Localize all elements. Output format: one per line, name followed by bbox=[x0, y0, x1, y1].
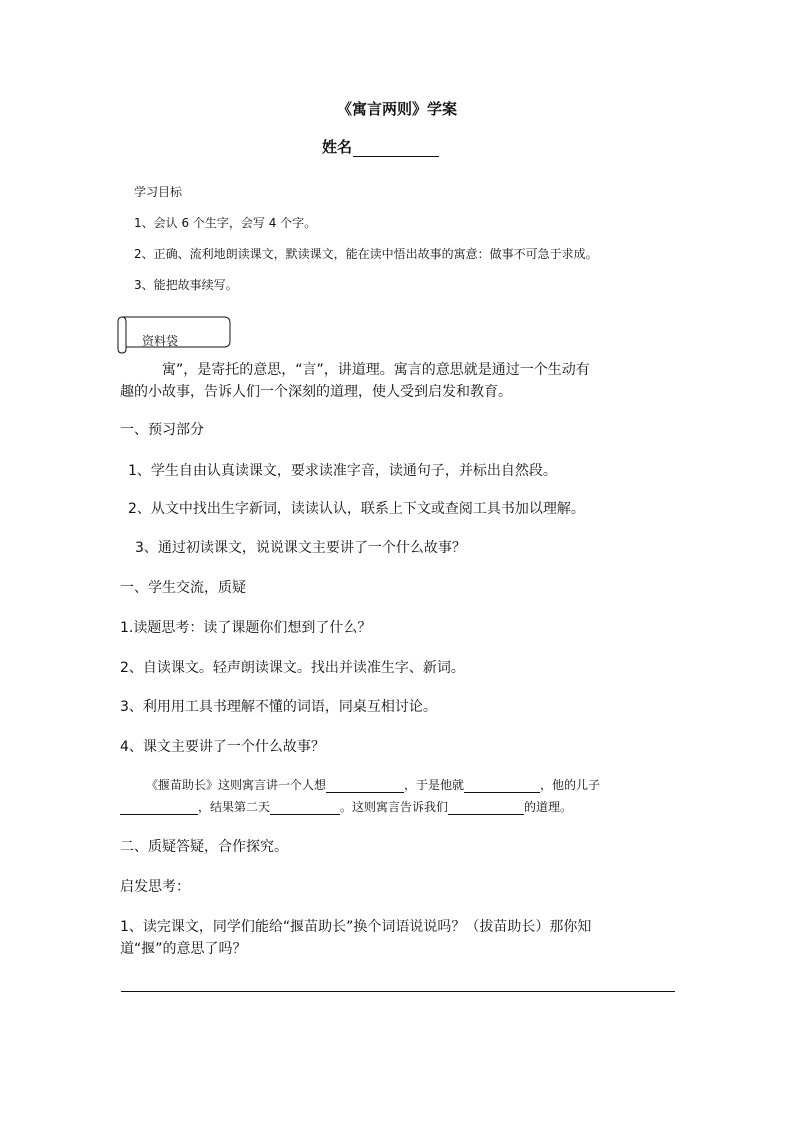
exchange-heading: 一、学生交流，质疑 bbox=[120, 580, 246, 596]
objective-item: 3、能把故事续写。 bbox=[134, 278, 238, 292]
fill-text: 的道理。 bbox=[524, 800, 573, 814]
fill-blank[interactable] bbox=[464, 778, 540, 793]
name-field[interactable] bbox=[322, 136, 439, 157]
resource-text-line: 寓”，是寄托的意思，“言”，讲道理。寓言的意思就是通过一个生动有 bbox=[162, 362, 590, 378]
fill-text: ，于是他就 bbox=[404, 778, 465, 792]
inquiry-question-line: 1、读完课文，同学们能给“揠苗助长”换个词语说说吗？（拔苗助长）那你知 bbox=[120, 919, 592, 935]
objective-item: 2、正确、流利地朗读课文，默读课文，能在读中悟出故事的寓意：做事不可急于求成。 bbox=[134, 247, 598, 261]
inquiry-prompt: 启发思考： bbox=[120, 879, 190, 895]
preview-heading: 一、预习部分 bbox=[120, 422, 204, 438]
objectives-heading: 学习目标 bbox=[134, 185, 183, 199]
fill-blank[interactable] bbox=[120, 800, 198, 815]
preview-item: 2、从文中找出生字新词，读读认认，联系上下文或查阅工具书加以理解。 bbox=[128, 501, 585, 517]
fill-in-line bbox=[146, 776, 600, 793]
exchange-item: 3、利用用工具书理解不懂的词语，同桌互相讨论。 bbox=[120, 699, 437, 715]
resource-bag-label: 资料袋 bbox=[142, 334, 179, 348]
exchange-item: 1.读题思考：读了课题你们想到了什么？ bbox=[120, 620, 372, 636]
fill-blank[interactable] bbox=[326, 778, 404, 793]
preview-item: 3、通过初读课文，说说课文主要讲了一个什么故事？ bbox=[135, 540, 466, 556]
resource-text-line: 趣的小故事，告诉人们一个深刻的道理，使人受到启发和教育。 bbox=[120, 384, 512, 400]
fill-text: 。这则寓言告诉我们 bbox=[340, 800, 449, 814]
inquiry-heading: 二、质疑答疑，合作探究。 bbox=[120, 839, 288, 855]
fill-in-line bbox=[120, 798, 572, 815]
fill-blank[interactable] bbox=[448, 800, 524, 815]
fill-text: ，他的儿子 bbox=[540, 778, 601, 792]
objective-item: 1、会认 6 个生字，会写 4 个字。 bbox=[134, 216, 317, 230]
exchange-item: 2、自读课文。轻声朗读课文。找出并读准生字、新词。 bbox=[120, 660, 465, 676]
preview-item: 1、学生自由认真读课文，要求读准字音，读通句子，并标出自然段。 bbox=[128, 463, 557, 479]
page-title: 《寓言两则》学案 bbox=[336, 100, 457, 118]
fill-text: ，结果第二天 bbox=[198, 800, 271, 814]
name-blank[interactable] bbox=[353, 140, 439, 157]
name-label: 姓名 bbox=[322, 138, 353, 156]
exchange-item: 4、课文主要讲了一个什么故事？ bbox=[120, 739, 325, 755]
answer-line[interactable] bbox=[121, 991, 675, 992]
inquiry-question-line: 道“揠”的意思了吗？ bbox=[120, 941, 247, 957]
fill-text: 《揠苗助长》这则寓言讲一个人想 bbox=[146, 778, 327, 792]
fill-blank[interactable] bbox=[270, 800, 340, 815]
